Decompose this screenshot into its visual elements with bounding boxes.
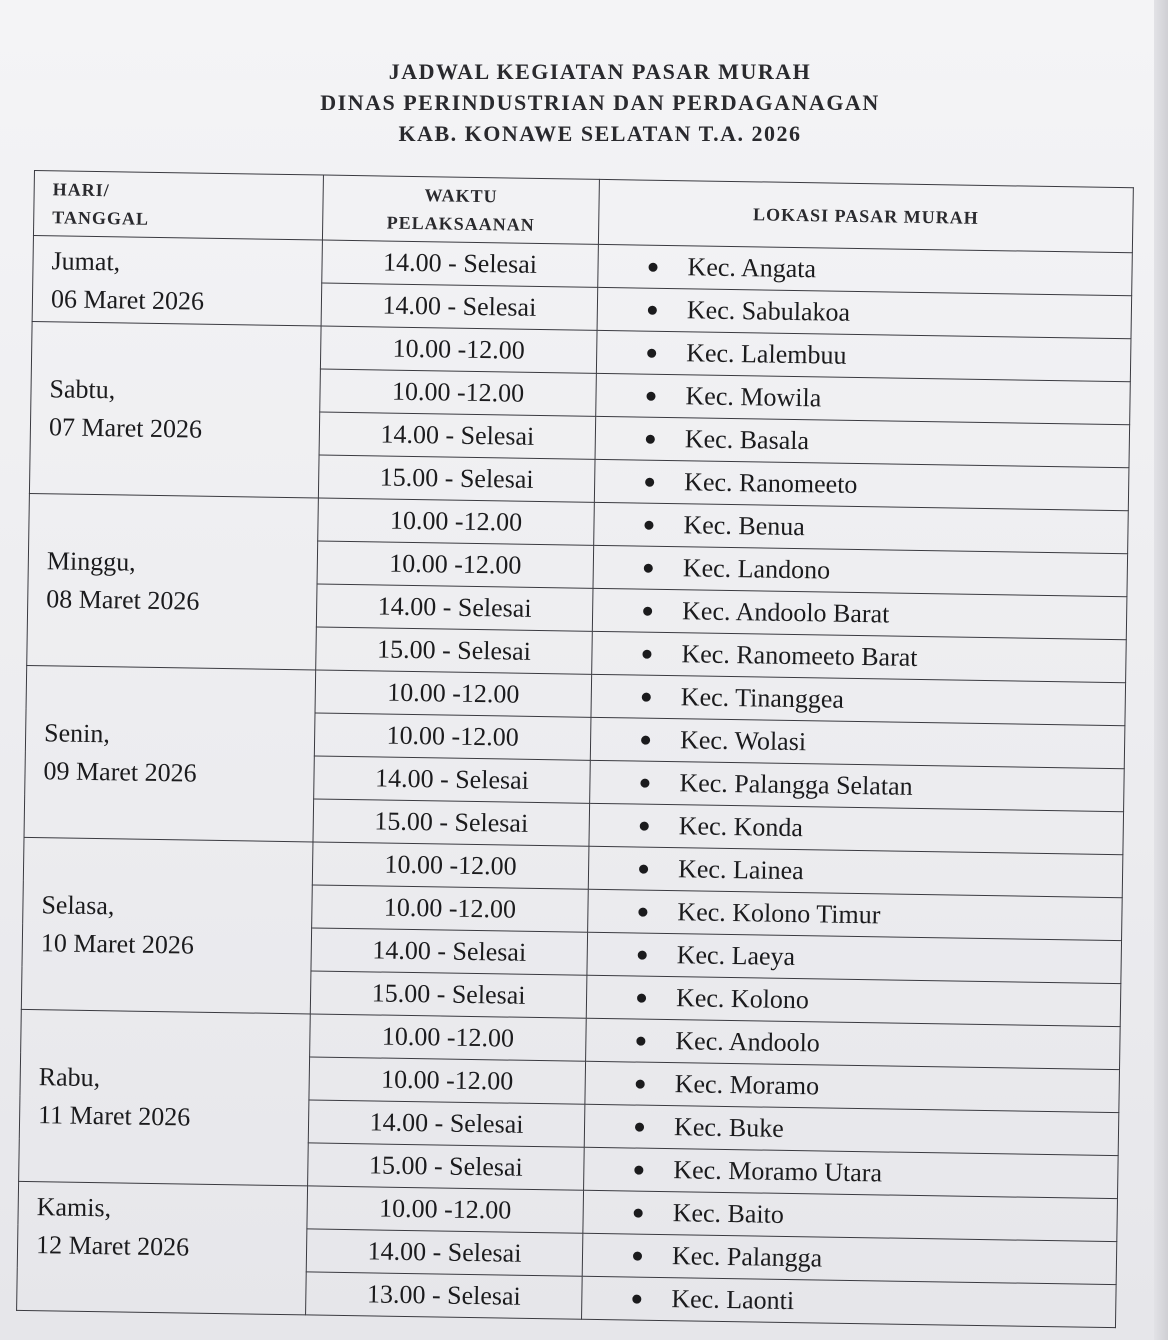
day-date: 09 Maret 2026	[43, 755, 197, 788]
time-cell: 14.00 - Selesai	[308, 1100, 585, 1147]
location-name: Kec. Konda	[678, 811, 804, 843]
page-edge-shadow	[1154, 0, 1168, 1340]
bullet-icon	[642, 692, 651, 701]
title-line-2: DINAS PERINDUSTRIAN DAN PERDAGANAGAN	[320, 90, 880, 115]
time-cell: 10.00 -12.00	[310, 1014, 587, 1061]
location-name: Kec. Benua	[683, 510, 806, 542]
bullet-icon	[646, 391, 655, 400]
location-name: Kec. Moramo	[674, 1069, 820, 1101]
bullet-icon	[647, 348, 656, 357]
time-cell: 13.00 - Selesai	[306, 1272, 583, 1319]
bullet-icon	[636, 1036, 645, 1045]
location-name: Kec. Landono	[682, 553, 831, 585]
bullet-icon	[648, 305, 657, 314]
location-name: Kec. Baito	[672, 1198, 785, 1229]
bullet-icon	[640, 778, 649, 787]
location-name: Kec. Basala	[684, 424, 810, 456]
bullet-icon	[638, 950, 647, 959]
time-cell: 14.00 - Selesai	[319, 412, 596, 459]
location-name: Kec. Lalembuu	[685, 338, 847, 370]
time-cell: 10.00 -12.00	[314, 713, 591, 760]
location-name: Kec. Angata	[687, 252, 817, 284]
time-cell: 15.00 - Selesai	[310, 971, 587, 1018]
bullet-icon	[634, 1208, 643, 1217]
location-name: Kec. Palangga	[671, 1241, 823, 1273]
bullet-icon	[635, 1122, 644, 1131]
location-name: Kec. Laeya	[676, 940, 796, 972]
header-hari-line-1: HARI/	[52, 179, 110, 201]
time-cell: 10.00 -12.00	[317, 541, 594, 588]
day-date-cell	[21, 837, 313, 1014]
day-name: Rabu,	[38, 1061, 101, 1092]
title-line-3: KAB. KONAWE SELATAN T.A. 2026	[398, 121, 802, 146]
time-cell: 15.00 - Selesai	[308, 1143, 585, 1190]
bullet-icon	[636, 1079, 645, 1088]
location-name: Kec. Palangga Selatan	[679, 768, 913, 801]
location-name: Kec. Buke	[673, 1112, 785, 1143]
bullet-icon	[634, 1165, 643, 1174]
bullet-icon	[639, 864, 648, 873]
day-date: 06 Maret 2026	[50, 284, 205, 316]
bullet-icon	[643, 606, 652, 615]
day-name: Sabtu,	[49, 373, 116, 404]
bullet-icon	[644, 563, 653, 572]
bullet-icon	[633, 1251, 642, 1260]
day-date-cell	[17, 1181, 308, 1315]
day-name: Kamis,	[36, 1192, 112, 1223]
location-name: Kec. Ranomeeto	[683, 467, 858, 499]
bullet-icon	[641, 735, 650, 744]
day-name: Jumat,	[51, 246, 121, 277]
day-name: Senin,	[43, 717, 111, 748]
day-date-cell	[29, 321, 321, 498]
time-cell: 14.00 - Selesai	[321, 283, 598, 330]
bullet-icon	[637, 993, 646, 1002]
location-name: Kec. Laonti	[671, 1284, 795, 1316]
bullet-icon	[640, 821, 649, 830]
header-lokasi: LOKASI PASAR MURAH	[598, 179, 1133, 252]
header-hari-line-2: TANGGAL	[52, 207, 150, 229]
title-line-1: JADWAL KEGIATAN PASAR MURAH	[388, 59, 812, 84]
document-title	[200, 56, 1000, 149]
day-date: 12 Maret 2026	[35, 1230, 190, 1262]
bullet-icon	[646, 434, 655, 443]
bullet-icon	[648, 262, 657, 271]
day-date-cell	[32, 235, 322, 326]
bullet-icon	[638, 907, 647, 916]
location-name: Kec. Wolasi	[679, 725, 807, 757]
header-waktu-line-2: PELAKSAANAN	[386, 212, 535, 235]
location-name: Kec. Kolono	[675, 983, 810, 1015]
time-cell: 10.00 -12.00	[312, 842, 589, 889]
day-date-cell	[24, 665, 316, 842]
time-cell: 14.00 - Selesai	[311, 928, 588, 975]
time-cell: 14.00 - Selesai	[316, 584, 593, 631]
bullet-icon	[645, 477, 654, 486]
location-name: Kec. Moramo Utara	[673, 1155, 883, 1188]
day-name: Selasa,	[41, 889, 115, 920]
day-name: Minggu,	[46, 545, 136, 577]
day-date: 10 Maret 2026	[40, 927, 195, 960]
time-cell: 15.00 - Selesai	[316, 627, 593, 674]
bullet-icon	[644, 520, 653, 529]
bullet-icon	[632, 1294, 641, 1303]
time-cell: 15.00 - Selesai	[313, 799, 590, 846]
time-cell: 10.00 -12.00	[312, 885, 589, 932]
time-cell: 10.00 -12.00	[307, 1186, 584, 1233]
location-name: Kec. Lainea	[677, 854, 804, 886]
header-waktu-pelaksanaan	[322, 175, 599, 244]
location-name: Kec. Tinanggea	[680, 682, 845, 714]
time-cell: 10.00 -12.00	[315, 670, 592, 717]
time-cell: 10.00 -12.00	[309, 1057, 586, 1104]
day-date-cell	[19, 1009, 311, 1186]
header-hari-tanggal	[33, 171, 323, 241]
header-waktu-line-1: WAKTU	[424, 185, 498, 207]
location-name: Kec. Kolono Timur	[677, 897, 881, 930]
day-date-cell	[27, 493, 319, 670]
day-date: 07 Maret 2026	[48, 411, 203, 444]
time-cell: 10.00 -12.00	[320, 369, 597, 416]
time-cell: 14.00 - Selesai	[314, 756, 591, 803]
bullet-icon	[642, 649, 651, 658]
location-name: Kec. Andoolo Barat	[681, 596, 890, 629]
location-name: Kec. Sabulakoa	[686, 295, 851, 327]
time-cell: 14.00 - Selesai	[322, 240, 599, 287]
day-date: 11 Maret 2026	[37, 1099, 191, 1132]
day-date: 08 Maret 2026	[46, 583, 200, 616]
time-cell: 15.00 - Selesai	[318, 455, 595, 502]
location-name: Kec. Ranomeeto Barat	[681, 639, 918, 672]
time-cell: 14.00 - Selesai	[306, 1229, 583, 1276]
schedule-body	[17, 235, 1133, 1327]
schedule-table	[16, 170, 1134, 1328]
time-cell: 10.00 -12.00	[318, 498, 595, 545]
location-name: Kec. Mowila	[685, 381, 822, 413]
location-name: Kec. Andoolo	[675, 1026, 821, 1058]
location-cell	[582, 1276, 1117, 1327]
time-cell: 10.00 -12.00	[320, 326, 597, 373]
